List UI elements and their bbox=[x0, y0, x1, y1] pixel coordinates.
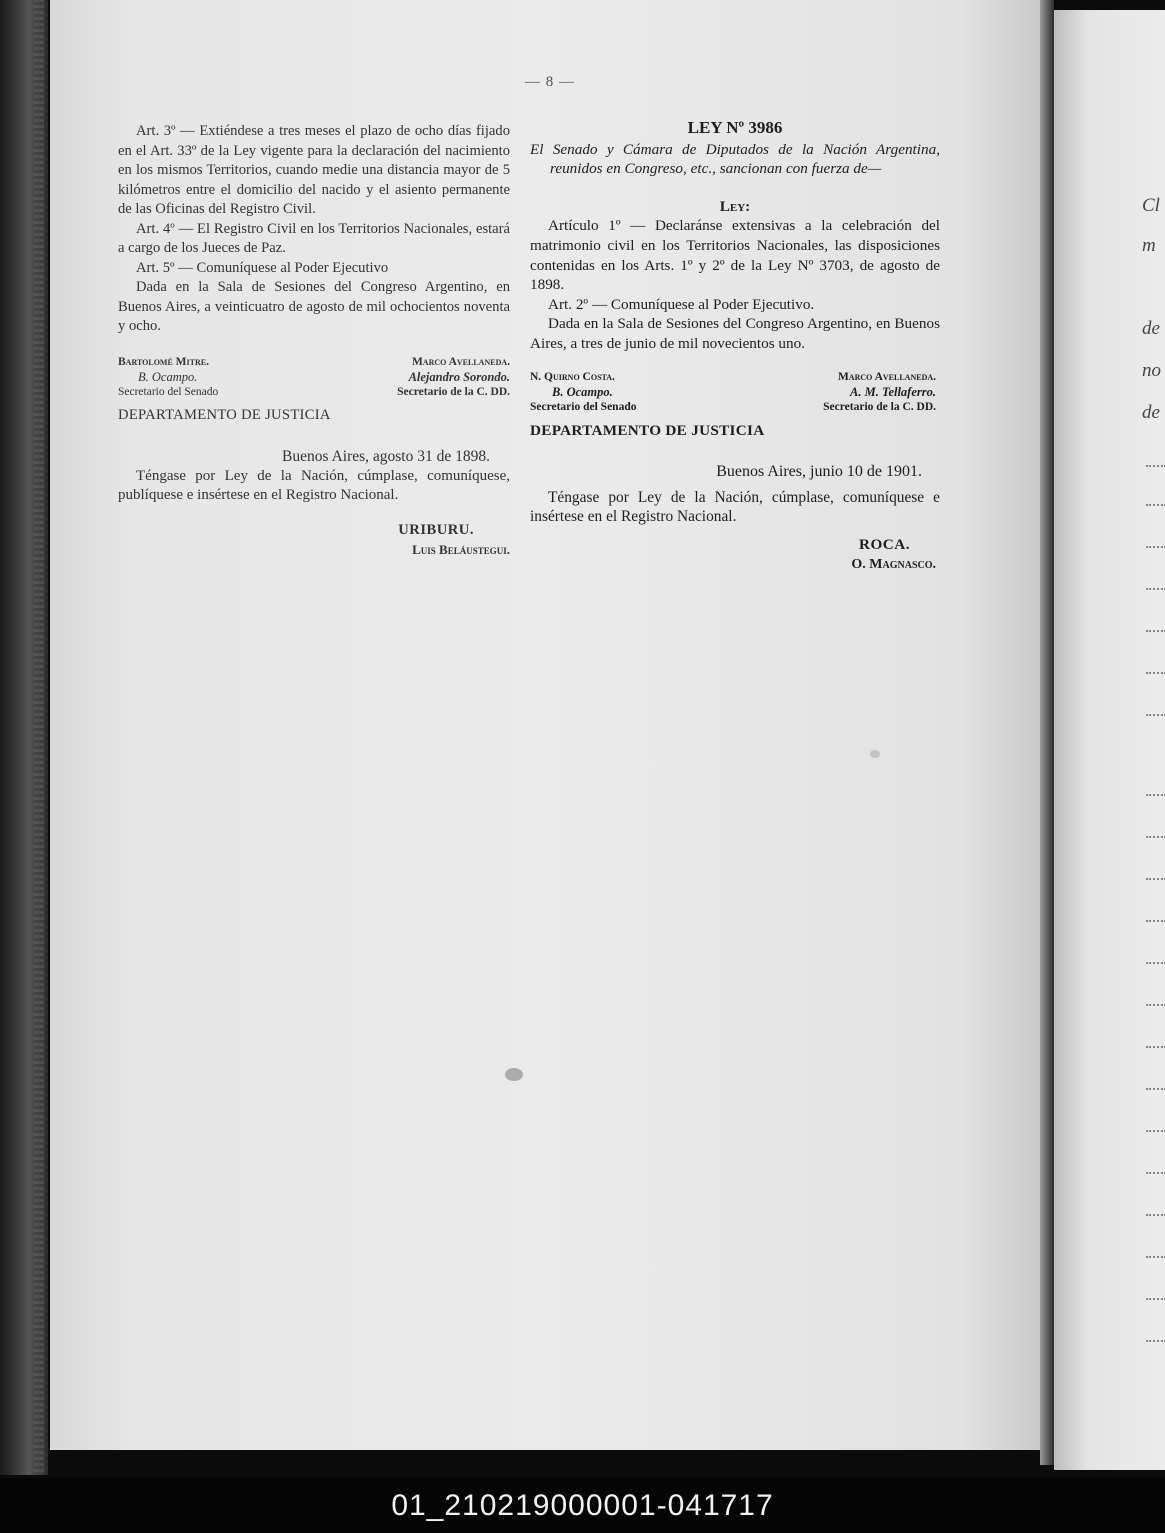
signer-name: Marco Avellaneda. bbox=[411, 355, 510, 368]
signer-name: Bartolomé Mitre. bbox=[118, 355, 209, 368]
adjacent-fragment: m bbox=[1142, 235, 1156, 256]
signatures bbox=[118, 355, 510, 400]
secretary-name: A. M. Tellaferro. bbox=[850, 384, 936, 399]
article-5: Art. 5º — Comuníquese al Poder Ejecutivo bbox=[136, 259, 389, 276]
preamble: El Senado y Cámara de Diputados de la Nación Argentina, reunidos en Congreso, etc., sancionan con fuerza de— bbox=[530, 140, 940, 178]
secretary-title: Secretario del Senado bbox=[118, 385, 219, 398]
article-3: Art. 3º — Extiéndese a tres meses el plazo de ocho días fijado en el Art. 33º de la Ley vigente para la declaración del nacimiento en los mismos Territorios, cuando medie una distancia mayor de 5 kilómetros entre el domicilio del nacido y el asiento permanente de las Oficinas del Registro Civil. bbox=[118, 123, 510, 217]
signature-deputies bbox=[397, 355, 510, 400]
executive-signatures bbox=[530, 535, 940, 575]
ley-heading: Ley: bbox=[719, 197, 751, 215]
signer-name: N. Quirno Costa. bbox=[530, 370, 615, 383]
book-binding bbox=[0, 0, 48, 1475]
secretary-title: Secretario del Senado bbox=[530, 400, 637, 413]
law-title: LEY Nº 3986 bbox=[687, 118, 783, 137]
article-2: Art. 2º — Comuníquese al Poder Ejecutivo. bbox=[548, 295, 815, 313]
department-heading: DEPARTAMENTO DE JUSTICIA bbox=[530, 421, 765, 439]
department-heading: DEPARTAMENTO DE JUSTICIA bbox=[118, 406, 331, 423]
minister-name: Luis Beláustegui. bbox=[412, 541, 510, 557]
executive-signatures bbox=[118, 520, 510, 560]
article-4: Art. 4º — El Registro Civil en los Territorios Nacionales, estará a cargo de los Jueces de Paz. bbox=[118, 220, 510, 256]
adjacent-fragment: Cl bbox=[1142, 195, 1160, 216]
scan-id-footer: 01_210219000001-041717 bbox=[0, 1478, 1165, 1533]
signature-senate bbox=[118, 355, 218, 400]
adjacent-page bbox=[1054, 10, 1165, 1470]
signer-name: Marco Avellaneda. bbox=[837, 370, 936, 383]
promulgation-text: Téngase por Ley de la Nación, cúmplase, comuníquese, publíquese e insértese en el Registro Nacional. bbox=[118, 467, 510, 503]
adjacent-fragment: de bbox=[1142, 402, 1160, 423]
promulgation-text: Téngase por Ley de la Nación, cúmplase, comuníquese e insértese en el Registro Nacional. bbox=[530, 488, 940, 526]
given-clause: Dada en la Sala de Sesiones del Congreso Argentino, en Buenos Aires, a veinticuatro de agosto de mil ochocientos noventa y ocho. bbox=[118, 279, 510, 334]
left-column bbox=[118, 122, 510, 560]
president-name: URIBURU. bbox=[398, 521, 474, 538]
promulgation-date: Buenos Aires, agosto 31 de 1898. bbox=[282, 448, 490, 465]
signature-deputies bbox=[823, 370, 936, 415]
right-column bbox=[530, 118, 940, 575]
secretary-title: Secretario de la C. DD. bbox=[823, 400, 936, 413]
president-name: ROCA. bbox=[858, 535, 910, 553]
secretary-title: Secretario de la C. DD. bbox=[397, 385, 510, 398]
signature-senate bbox=[530, 370, 636, 415]
page-edge bbox=[1040, 0, 1054, 1465]
page-number: — 8 — bbox=[525, 74, 575, 90]
adjacent-fragment: no bbox=[1142, 360, 1161, 381]
minister-name: O. Magnasco. bbox=[851, 556, 936, 572]
secretary-name: B. Ocampo. bbox=[138, 369, 198, 384]
article-1: Artículo 1º — Declaránse extensivas a la celebración del matrimonio civil en los Territorios Nacionales, las disposiciones contenidas en los Arts. 1º y 2º de la Ley Nº 3703, de agosto de 1898. bbox=[530, 217, 940, 294]
promulgation-date: Buenos Aires, junio 10 de 1901. bbox=[716, 463, 922, 481]
given-clause: Dada en la Sala de Sesiones del Congreso Argentino, en Buenos Aires, a tres de junio de mil novecientos uno. bbox=[530, 315, 940, 352]
secretary-name: B. Ocampo. bbox=[552, 384, 613, 399]
signatures bbox=[530, 370, 940, 415]
secretary-name: Alejandro Sorondo. bbox=[408, 369, 510, 384]
adjacent-fragment: de bbox=[1142, 318, 1160, 339]
